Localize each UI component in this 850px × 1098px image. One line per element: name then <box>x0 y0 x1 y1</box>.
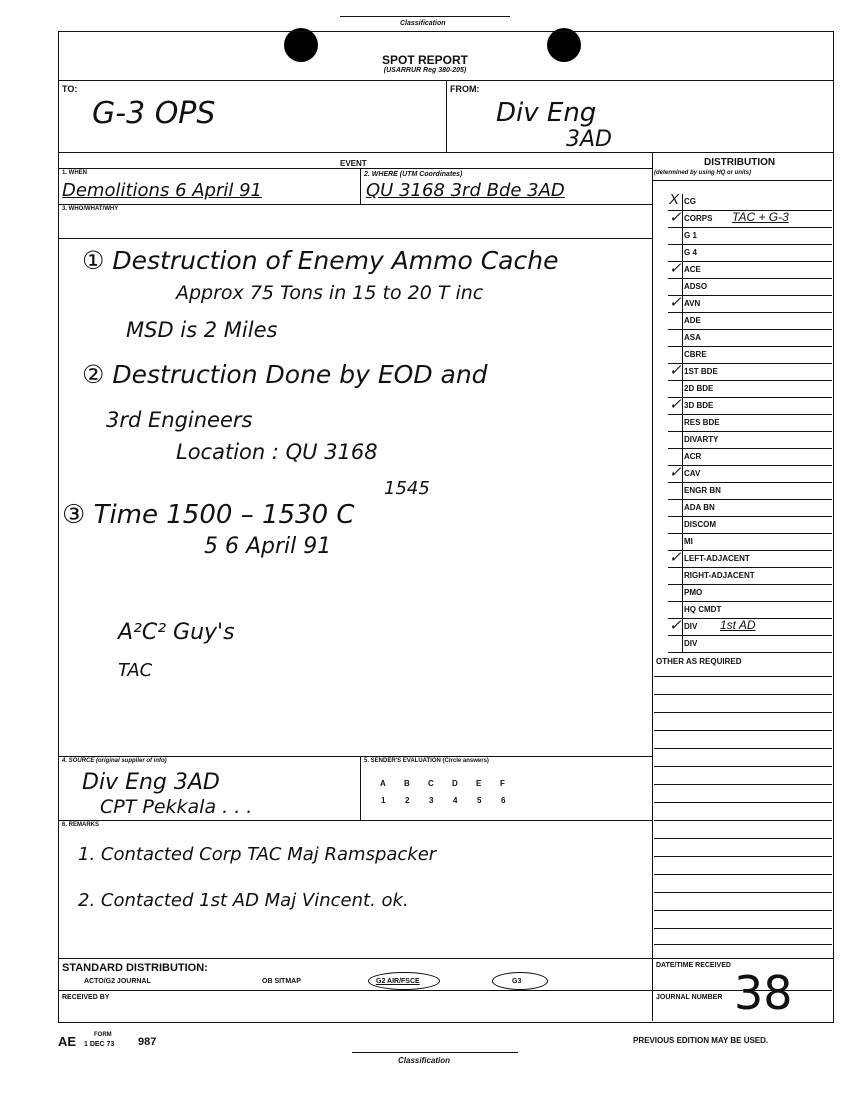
dist-row-divarty[interactable] <box>668 432 832 449</box>
dist-label-avn: AVN <box>684 299 701 308</box>
dist-label-cg: CG <box>684 197 696 206</box>
dist-check-3d-bde: ✓ <box>669 396 682 413</box>
dist-label-3d-bde: 3D BDE <box>684 401 714 410</box>
dist-label-1st-bde: 1ST BDE <box>684 367 718 376</box>
form-ae: AE <box>58 1034 77 1049</box>
dist-row-g4[interactable] <box>668 245 832 262</box>
to-label: TO: <box>62 84 78 94</box>
classification-bottom: Classification <box>398 1056 451 1065</box>
blank-line <box>654 928 832 929</box>
eval-number-2[interactable]: 2 <box>405 796 410 805</box>
dist-label-adso: ADSO <box>684 282 708 291</box>
std-item-ob-sitmap: OB SITMAP <box>262 978 301 985</box>
source-value-2: CPT Pekkala . . . <box>100 796 253 818</box>
when-label: 1. WHEN <box>62 170 88 176</box>
dist-row-cav[interactable] <box>668 466 832 483</box>
date-time-received: DATE/TIME RECEIVED <box>656 962 731 969</box>
distribution-header-line <box>652 180 832 181</box>
dist-check-corps: ✓ <box>669 209 682 226</box>
dist-row-corps[interactable] <box>668 211 832 228</box>
dist-row-engr-bn[interactable] <box>668 483 832 500</box>
where-value: QU 3168 3rd Bde 3AD <box>366 180 565 201</box>
source-eval-divider <box>360 756 361 820</box>
dist-label-acr: ACR <box>684 452 702 461</box>
dist-label-2d-bde: 2D BDE <box>684 384 714 393</box>
dist-row-g1[interactable] <box>668 228 832 245</box>
to-from-divider <box>446 80 447 152</box>
dist-row-avn[interactable] <box>668 296 832 313</box>
eval-letter-d[interactable]: D <box>452 779 458 788</box>
dist-check-div-1: ✓ <box>669 617 682 634</box>
distribution-title: DISTRIBUTION <box>704 157 776 168</box>
when-bottom-line <box>58 204 652 205</box>
source-label: 4. SOURCE (original supplier of info) <box>62 758 167 764</box>
body-line-5: 3rd Engineers <box>106 408 253 432</box>
body-line-3: MSD is 2 Miles <box>126 318 278 342</box>
dist-row-2d-bde[interactable] <box>668 381 832 398</box>
dist-label-hq-cmdt: HQ CMDT <box>684 605 722 614</box>
dist-label-div-2: DIV <box>684 639 698 648</box>
dist-row-pmo[interactable] <box>668 585 832 602</box>
dist-row-ade[interactable] <box>668 313 832 330</box>
dist-label-discom: DISCOM <box>684 520 716 529</box>
blank-line <box>654 784 832 785</box>
body-line-1: ① Destruction of Enemy Ammo Cache <box>82 246 559 275</box>
dist-label-cav: CAV <box>684 469 701 478</box>
dist-row-3d-bde[interactable] <box>668 398 832 415</box>
to-value: G-3 OPS <box>92 96 216 131</box>
dist-check-left-adjacent: ✓ <box>669 549 682 566</box>
body-line-6: Location : QU 3168 <box>176 440 378 464</box>
source-value-1: Div Eng 3AD <box>82 770 220 795</box>
blank-line <box>654 676 832 677</box>
dist-row-asa[interactable] <box>668 330 832 347</box>
classification-line-top <box>340 16 510 17</box>
eval-number-5[interactable]: 5 <box>477 796 482 805</box>
eval-number-4[interactable]: 4 <box>453 796 458 805</box>
classification-top: Classification <box>400 20 446 27</box>
body-line-4: ② Destruction Done by EOD and <box>82 360 488 389</box>
classification-line-bottom <box>352 1052 518 1053</box>
dist-label-corps: CORPS <box>684 214 713 223</box>
dist-row-hq-cmdt[interactable] <box>668 602 832 619</box>
other-as-required: OTHER AS REQUIRED <box>656 657 742 666</box>
from-value-1: Div Eng <box>496 98 597 128</box>
form-number: 987 <box>138 1036 157 1048</box>
dist-check-ace: ✓ <box>669 260 682 277</box>
dist-label-pmo: PMO <box>684 588 703 597</box>
eval-letter-c[interactable]: C <box>428 779 434 788</box>
event-header: EVENT <box>340 159 367 168</box>
std-item-g3: G3 <box>512 978 522 985</box>
dist-row-left-adjacent[interactable] <box>668 551 832 568</box>
blank-line <box>654 766 832 767</box>
blank-line <box>654 910 832 911</box>
dist-row-acr[interactable] <box>668 449 832 466</box>
form-title: SPOT REPORT <box>381 53 468 67</box>
dist-label-res-bde: RES BDE <box>684 418 720 427</box>
dist-row-res-bde[interactable] <box>668 415 832 432</box>
journal-number-label: JOURNAL NUMBER <box>656 994 723 1001</box>
who-label: 3. WHO/WHAT/WHY <box>62 206 119 212</box>
dist-hand-div-1: 1st AD <box>720 618 756 632</box>
std-item-g2-air: G2 AIR/FSCE <box>376 978 420 985</box>
dist-label-asa: ASA <box>684 333 701 342</box>
blank-line <box>654 802 832 803</box>
form-subtitle: (USARRUR Reg 380-205) <box>383 67 467 74</box>
when-where-divider <box>360 168 361 204</box>
header-bottom-line <box>58 152 833 153</box>
dist-label-g4: G 4 <box>684 248 697 257</box>
who-line <box>58 238 652 239</box>
dist-row-adso[interactable] <box>668 279 832 296</box>
received-by: RECEIVED BY <box>62 994 110 1001</box>
form-date: 1 DEC 73 <box>84 1041 115 1048</box>
dist-row-discom[interactable] <box>668 517 832 534</box>
event-header-line <box>58 168 652 169</box>
dist-label-ada-bn: ADA BN <box>684 503 715 512</box>
blank-line <box>654 856 832 857</box>
eval-letter-a[interactable]: A <box>380 779 386 788</box>
distribution-subtitle: (determined by using HQ or units) <box>654 170 752 176</box>
from-label: FROM: <box>450 84 480 94</box>
eval-number-6[interactable]: 6 <box>501 796 506 805</box>
dist-label-mi: MI <box>684 537 693 546</box>
dist-row-right-adjacent[interactable] <box>668 568 832 585</box>
remarks-top-line <box>58 820 652 821</box>
body-line-2: Approx 75 Tons in 15 to 20 T inc <box>176 282 484 304</box>
received-top-line <box>58 990 652 991</box>
dist-row-1st-bde[interactable] <box>668 364 832 381</box>
eval-number-1[interactable]: 1 <box>381 796 386 805</box>
source-top-line <box>58 756 652 757</box>
dist-check-1st-bde: ✓ <box>669 362 682 379</box>
blank-line <box>654 694 832 695</box>
blank-line <box>654 944 832 945</box>
dist-label-divarty: DIVARTY <box>684 435 719 444</box>
dist-row-div-1[interactable] <box>668 619 832 636</box>
dist-check-cav: ✓ <box>669 464 682 481</box>
dist-label-g1: G 1 <box>684 231 697 240</box>
body-line-7: 1545 <box>384 478 430 499</box>
blank-line <box>654 730 832 731</box>
dist-check-cg: X <box>669 191 680 208</box>
where-label: 2. WHERE (UTM Coordinates) <box>364 171 463 178</box>
blank-line <box>654 748 832 749</box>
dist-row-cg[interactable] <box>668 191 832 211</box>
blank-line <box>654 874 832 875</box>
dist-row-div-2[interactable] <box>668 636 832 653</box>
distribution-left-border <box>652 152 653 1021</box>
dist-label-div-1: DIV <box>684 622 698 631</box>
std-dist-top-line <box>58 958 833 959</box>
blank-line <box>654 838 832 839</box>
dist-row-cbre[interactable] <box>668 347 832 364</box>
eval-number-3[interactable]: 3 <box>429 796 434 805</box>
eval-label: 5. SENDER'S EVALUATION (Circle answers) <box>364 758 489 764</box>
dist-hand-corps: TAC + G-3 <box>732 210 789 224</box>
dist-label-cbre: CBRE <box>684 350 707 359</box>
eval-letter-e[interactable]: E <box>476 779 482 788</box>
dist-label-ace: ACE <box>684 265 701 274</box>
body-line-11: TAC <box>118 660 153 681</box>
dist-row-ace[interactable] <box>668 262 832 279</box>
dist-label-engr-bn: ENGR BN <box>684 486 721 495</box>
eval-letter-b[interactable]: B <box>404 779 410 788</box>
remarks-line-2: 2. Contacted 1st AD Maj Vincent. ok. <box>78 890 409 911</box>
body-line-8: ③ Time 1500 – 1530 C <box>62 500 355 530</box>
body-line-9: 5 6 April 91 <box>204 534 332 559</box>
dist-check-avn: ✓ <box>669 294 682 311</box>
dist-label-right-adjacent: RIGHT-ADJACENT <box>684 571 755 580</box>
when-value: Demolitions 6 April 91 <box>62 180 263 201</box>
blank-line <box>654 712 832 713</box>
eval-letter-f[interactable]: F <box>500 779 505 788</box>
dist-row-ada-bn[interactable] <box>668 500 832 517</box>
blank-line <box>654 820 832 821</box>
form-word: FORM <box>94 1032 112 1038</box>
dist-label-left-adjacent: LEFT-ADJACENT <box>684 554 750 563</box>
dist-row-mi[interactable] <box>668 534 832 551</box>
body-line-10: A²C² Guy's <box>118 620 235 645</box>
blank-line <box>654 892 832 893</box>
previous-edition: PREVIOUS EDITION MAY BE USED. <box>633 1036 769 1045</box>
std-item-acto: ACTO/G2 JOURNAL <box>84 978 151 985</box>
journal-number-value: 38 <box>734 966 793 1020</box>
remarks-line-1: 1. Contacted Corp TAC Maj Ramspacker <box>78 844 437 865</box>
dist-label-ade: ADE <box>684 316 701 325</box>
from-value-2: 3AD <box>566 127 612 152</box>
remarks-label: 6. REMARKS <box>62 822 100 828</box>
standard-distribution: STANDARD DISTRIBUTION: <box>62 962 208 974</box>
